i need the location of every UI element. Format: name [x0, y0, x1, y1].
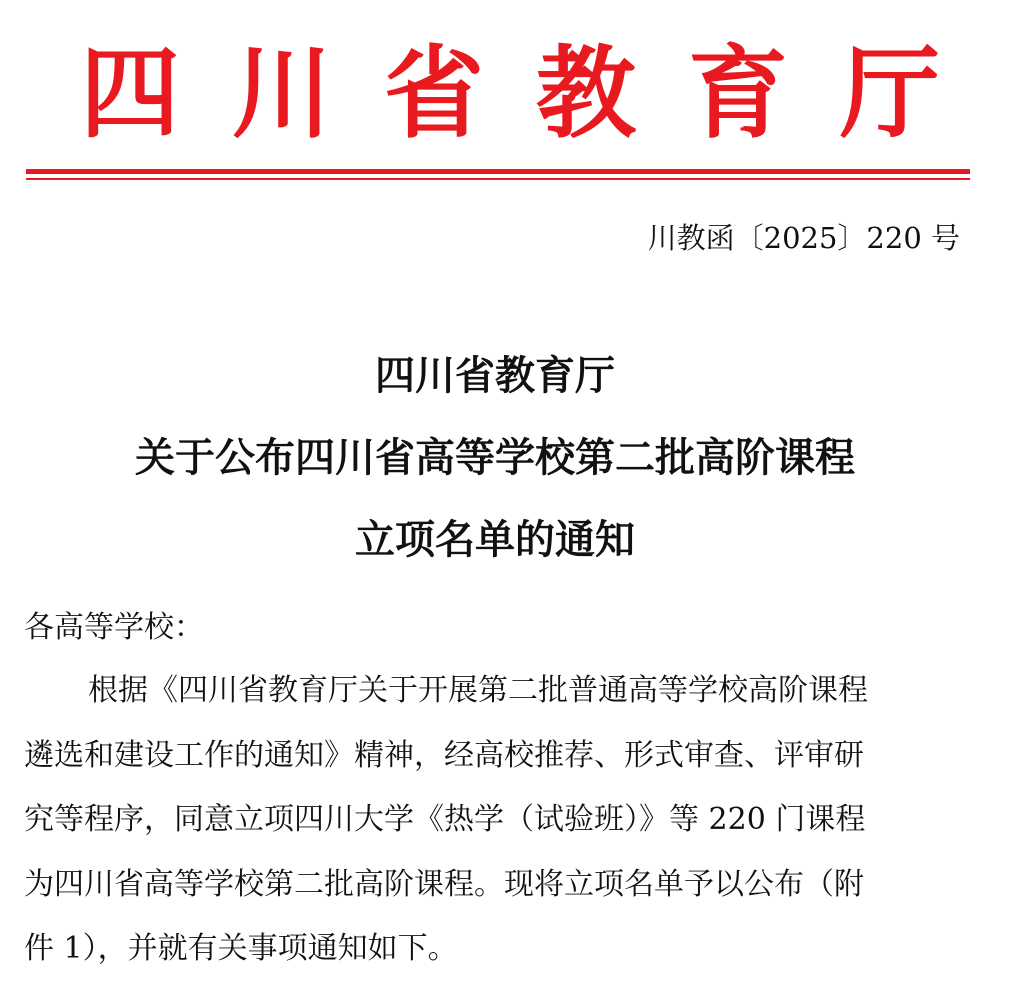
salutation: 各高等学校：: [24, 610, 204, 645]
masthead-char: 四: [80, 34, 180, 152]
masthead-char: 育: [688, 34, 788, 152]
title-line: 立项名单的通知: [355, 517, 635, 563]
red-divider-thin: [26, 178, 970, 180]
title-line: 四川省教育厅: [375, 353, 615, 399]
body-line: 究等程序，同意立项四川大学《热学（试验班）》等 220 门课程: [24, 802, 866, 837]
document-number: 川教函〔2025〕220 号: [647, 221, 960, 255]
body-paragraph: [24, 659, 964, 982]
body-line: 根据《四川省教育厅关于开展第二批普通高等学校高阶课程: [88, 673, 868, 708]
body-line: 为四川省高等学校第二批高阶课程。现将立项名单予以公布（附: [24, 866, 864, 902]
body-line: 遴选和建设工作的通知》精神，经高校推荐、形式审查、评审研: [24, 737, 864, 773]
body-line: 件 1），并就有关事项通知如下。: [24, 931, 458, 966]
masthead-char: 厅: [840, 34, 940, 152]
document-title: [0, 335, 990, 581]
title-line: 关于公布四川省高等学校第二批高阶课程: [135, 435, 855, 481]
masthead-char: 教: [536, 34, 636, 152]
masthead-char: 川: [232, 34, 332, 152]
red-divider-thick: [26, 169, 970, 174]
masthead-char: 省: [384, 34, 484, 152]
masthead: [0, 34, 1020, 152]
